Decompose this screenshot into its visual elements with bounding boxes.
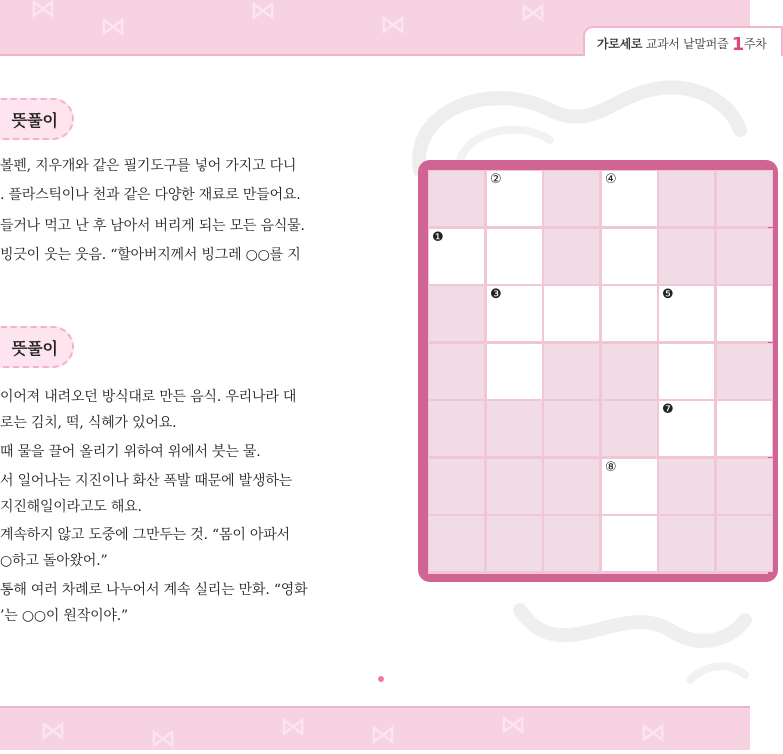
clue-number: ⑧ <box>605 460 617 475</box>
blocked-cell <box>716 170 773 227</box>
blocked-cell <box>601 343 658 400</box>
across-section-label <box>0 98 74 140</box>
blocked-cell <box>428 458 485 515</box>
across-clue-line: . 플라스틱이나 천과 같은 다양한 재료로 만들어요. <box>0 187 301 203</box>
answer-cell[interactable] <box>658 400 715 457</box>
across-clue-line: 빙긋이 웃는 웃음. “할아버지께서 빙그레 ○○를 지 <box>0 247 301 263</box>
answer-cell[interactable] <box>543 285 600 342</box>
answer-cell[interactable] <box>486 343 543 400</box>
week-unit: 주차 <box>744 37 767 51</box>
clue-number: ② <box>490 172 502 187</box>
across-section-title: 뜻풀이 <box>11 111 58 130</box>
blocked-cell <box>543 400 600 457</box>
answer-cell[interactable] <box>716 285 773 342</box>
chapter-tab <box>583 26 783 56</box>
bow-icon: ⋈ <box>250 0 276 26</box>
clue-number: ❼ <box>662 402 674 417</box>
answer-cell[interactable] <box>658 285 715 342</box>
blocked-cell <box>658 228 715 285</box>
blocked-cell <box>428 515 485 572</box>
week-number: 1 <box>731 34 744 55</box>
swirl-decoration <box>500 580 750 690</box>
blocked-cell <box>486 515 543 572</box>
chapter-tab-label <box>597 34 767 55</box>
answer-cell[interactable] <box>601 285 658 342</box>
blocked-cell <box>428 170 485 227</box>
answer-cell[interactable] <box>601 515 658 572</box>
across-clue-line: 들거나 먹고 난 후 남아서 버리게 되는 모든 음식물. <box>0 218 305 234</box>
page-indicator-dot <box>378 676 384 682</box>
bow-icon: ⋈ <box>150 724 176 754</box>
bow-icon: ⋈ <box>370 720 396 750</box>
bow-icon: ⋈ <box>380 10 406 40</box>
clue-number: ❸ <box>490 287 502 302</box>
down-clue-line: 서 일어나는 지진이나 화산 폭발 때문에 발생하는 <box>0 473 292 489</box>
blocked-cell <box>428 400 485 457</box>
down-clue-line: 로는 김치, 떡, 식혜가 있어요. <box>0 415 177 431</box>
clue-number: ❺ <box>662 287 674 302</box>
blocked-cell <box>543 170 600 227</box>
blocked-cell <box>543 228 600 285</box>
tab-text: 교과서 낱말퍼즐 <box>645 37 729 51</box>
down-clue-line: 이어져 내려오던 방식대로 만든 음식. 우리나라 대 <box>0 389 297 405</box>
down-clue-line: 때 물을 끌어 올리기 위하여 위에서 붓는 물. <box>0 444 261 460</box>
blocked-cell <box>543 343 600 400</box>
crossword-grid <box>428 170 768 574</box>
blocked-cell <box>658 170 715 227</box>
bow-icon: ⋈ <box>40 716 66 746</box>
blocked-cell <box>716 343 773 400</box>
down-clue-line: 통해 여러 차례로 나누어서 계속 실리는 만화. “영화 <box>0 582 308 598</box>
answer-cell[interactable] <box>486 285 543 342</box>
answer-cell[interactable] <box>601 170 658 227</box>
down-clue-line: ○하고 돌아왔어.” <box>0 553 108 569</box>
blocked-cell <box>543 515 600 572</box>
bow-icon: ⋈ <box>280 712 306 742</box>
footer-band <box>0 706 750 754</box>
clue-number: ④ <box>605 172 617 187</box>
answer-cell[interactable] <box>601 458 658 515</box>
answer-cell[interactable] <box>601 228 658 285</box>
blocked-cell <box>601 400 658 457</box>
answer-cell[interactable] <box>486 170 543 227</box>
down-section-title: 뜻풀이 <box>11 339 58 358</box>
footer-divider <box>0 706 750 708</box>
down-clue-line: ’는 ○○이 원작이야.” <box>0 608 128 624</box>
blocked-cell <box>716 228 773 285</box>
down-clue-line: 계속하지 않고 도중에 그만두는 것. “몸이 아파서 <box>0 527 290 543</box>
across-clue-line: 볼펜, 지우개와 같은 필기도구를 넣어 가지고 다니 <box>0 158 297 174</box>
blocked-cell <box>658 515 715 572</box>
blocked-cell <box>658 458 715 515</box>
tab-bold-text: 가로세로 <box>597 37 643 51</box>
blocked-cell <box>486 400 543 457</box>
blocked-cell <box>428 343 485 400</box>
answer-cell[interactable] <box>658 343 715 400</box>
blocked-cell <box>716 458 773 515</box>
bow-icon: ⋈ <box>520 0 546 28</box>
clue-number: ❶ <box>432 230 444 245</box>
down-clue-line: 지진해일이라고도 해요. <box>0 499 142 515</box>
blocked-cell <box>428 285 485 342</box>
answer-cell[interactable] <box>486 228 543 285</box>
bow-icon: ⋈ <box>640 718 666 748</box>
down-section-label <box>0 326 74 368</box>
blocked-cell <box>716 515 773 572</box>
blocked-cell <box>486 458 543 515</box>
bow-icon: ⋈ <box>100 12 126 42</box>
answer-cell[interactable] <box>428 228 485 285</box>
blocked-cell <box>543 458 600 515</box>
answer-cell[interactable] <box>716 400 773 457</box>
bow-icon: ⋈ <box>30 0 56 24</box>
bow-icon: ⋈ <box>500 710 526 740</box>
